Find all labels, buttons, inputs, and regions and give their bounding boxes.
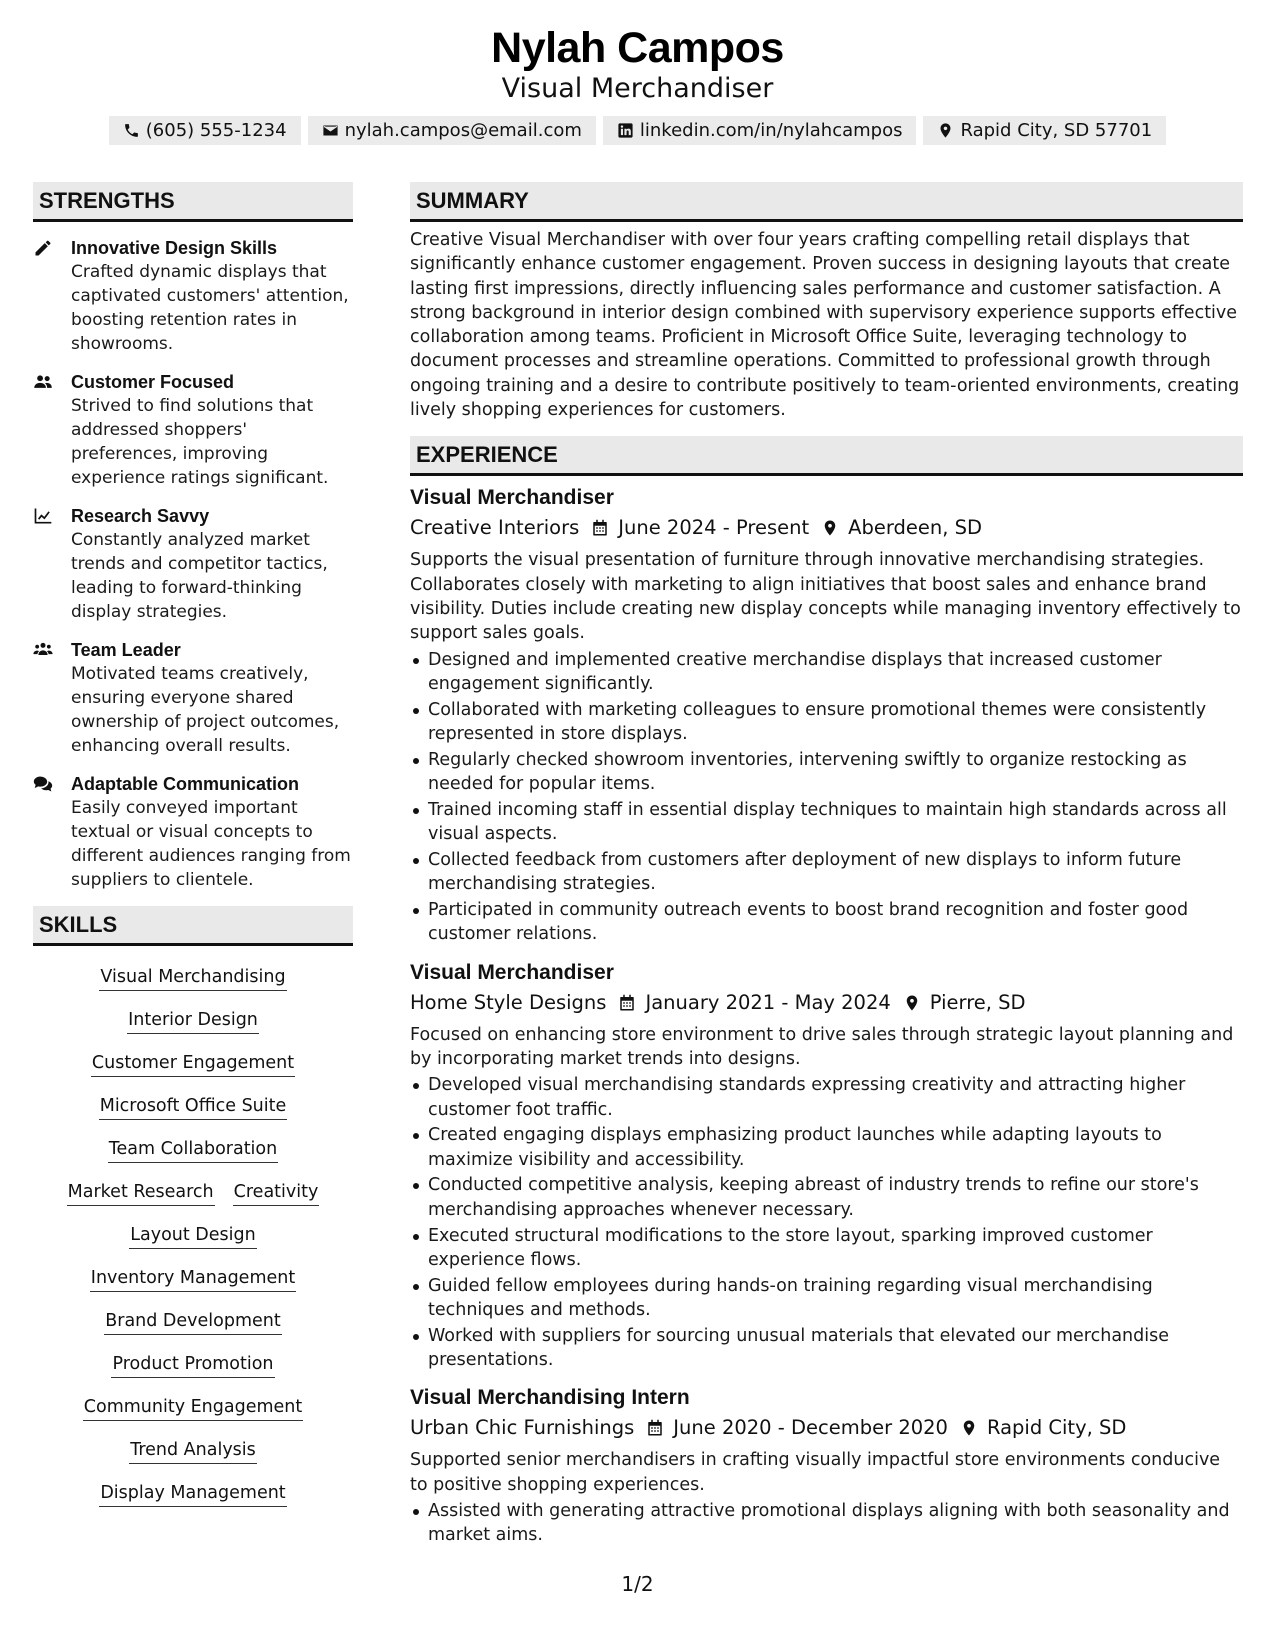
list-item: Worked with suppliers for sourcing unusual materials that elevated our merchandise presentations. (410, 1324, 1243, 1373)
job-location: Pierre, SD (929, 990, 1026, 1014)
strength-item (33, 370, 353, 490)
list-item: Guided fellow employees during hands-on training regarding visual merchandising techniques and methods. (410, 1274, 1243, 1323)
strength-item (33, 638, 353, 758)
contact-location (923, 116, 1166, 145)
job-company: Urban Chic Furnishings (410, 1416, 635, 1440)
strength-desc: Motivated teams creatively, ensuring everyone shared ownership of project outcomes, enhancing overall results. (71, 664, 340, 756)
summary-text: Creative Visual Merchandiser with over four years crafting compelling retail displays that significantly enhance customer engagement. Proven success in designing layouts that create lasting first impressions, directly influencing sales performance and customer satisfaction. A strong background in interior design combined with supervisory experience supports effective collaboration among teams. Proficient in Microsoft Office Suite, leveraging technology to document processes and streamline operations. Committed to professional growth through ongoing training and a desire to contribute positively to team-oriented environments, creating lively shopping experiences for customers. (410, 230, 1240, 421)
job-entry (410, 959, 1243, 1373)
strength-title: Innovative Design Skills (71, 238, 278, 258)
contact-phone (109, 116, 301, 145)
chart-line-icon (33, 506, 53, 526)
email-text: nylah.campos@email.com (344, 120, 582, 141)
resume-header (0, 0, 1275, 145)
skill-tag: Visual Merchandising (99, 964, 286, 991)
calendar-icon (591, 519, 609, 537)
map-marker-icon (960, 1419, 978, 1437)
candidate-title: Visual Merchandiser (501, 73, 774, 104)
strength-title: Adaptable Communication (71, 774, 300, 794)
contact-email (308, 116, 596, 145)
strength-desc: Easily conveyed important textual or visual concepts to different audiences ranging from suppliers to clientele. (71, 798, 351, 890)
map-marker-icon (821, 519, 839, 537)
experience-heading: EXPERIENCE (410, 436, 1243, 476)
job-meta (410, 1413, 1243, 1443)
job-dates: June 2024 - Present (618, 516, 810, 540)
skill-tag: Brand Development (104, 1308, 282, 1335)
strength-desc: Strived to find solutions that addressed shoppers' preferences, improving experience ratings significant. (71, 396, 329, 488)
job-description: Focused on enhancing store environment to drive sales through strategic layout planning and by incorporating market trends into designs. (410, 1024, 1234, 1069)
list-item: Regularly checked showroom inventories, intervening swiftly to organize restocking as needed for popular items. (410, 748, 1243, 797)
skill-tag: Microsoft Office Suite (99, 1093, 288, 1120)
users-icon (33, 372, 53, 392)
team-icon (33, 640, 53, 660)
list-item: Trained incoming staff in essential display techniques to maintain high standards across all visual aspects. (410, 798, 1243, 847)
job-bullets (410, 1499, 1243, 1548)
skills-list (33, 946, 353, 1515)
calendar-icon (618, 994, 636, 1012)
strength-item (33, 772, 353, 892)
job-dates: June 2020 - December 2020 (673, 1416, 948, 1440)
summary-heading: SUMMARY (410, 182, 1243, 222)
skill-tag: Creativity (233, 1179, 320, 1206)
job-entry (410, 484, 1243, 946)
skill-tag: Layout Design (129, 1222, 256, 1249)
job-dates: January 2021 - May 2024 (645, 990, 891, 1014)
pencil-icon (33, 238, 53, 258)
linkedin-icon (617, 122, 634, 139)
envelope-icon (322, 122, 339, 139)
list-item: Executed structural modifications to the store layout, sparking improved customer experience flows. (410, 1224, 1243, 1273)
job-company: Home Style Designs (410, 990, 607, 1014)
strength-title: Customer Focused (71, 372, 235, 392)
phone-text: (605) 555-1234 (145, 120, 287, 141)
skills-heading: SKILLS (33, 906, 353, 946)
location-text: Rapid City, SD 57701 (960, 120, 1153, 141)
job-meta (410, 988, 1243, 1018)
strength-title: Research Savvy (71, 506, 210, 526)
left-column (33, 182, 353, 1515)
strength-desc: Crafted dynamic displays that captivated customers' attention, boosting retention rates in showrooms. (71, 262, 349, 354)
linkedin-text: linkedin.com/in/nylahcampos (639, 120, 903, 141)
strength-desc: Constantly analyzed market trends and competitor tactics, leading to forward-thinking display strategies. (71, 530, 328, 622)
page-number: 1/2 (621, 1572, 654, 1596)
skill-tag: Market Research (67, 1179, 215, 1206)
job-location: Aberdeen, SD (848, 516, 983, 540)
list-item: Developed visual merchandising standards expressing creativity and attracting higher customer foot traffic. (410, 1073, 1243, 1122)
job-title: Visual Merchandiser (410, 486, 614, 510)
list-item: Designed and implemented creative merchandise displays that increased customer engagement significantly. (410, 648, 1243, 697)
list-item: Assisted with generating attractive promotional displays aligning with both seasonality and market aims. (410, 1499, 1243, 1548)
skill-tag: Team Collaboration (108, 1136, 278, 1163)
skill-tag: Customer Engagement (91, 1050, 295, 1077)
job-entry (410, 1384, 1243, 1547)
list-item: Collected feedback from customers after deployment of new displays to inform future merchandising strategies. (410, 848, 1243, 897)
skill-tag: Inventory Management (90, 1265, 296, 1292)
list-item: Conducted competitive analysis, keeping abreast of industry trends to refine our store's merchandising approaches whenever necessary. (410, 1173, 1243, 1222)
skill-tag: Display Management (99, 1480, 286, 1507)
calendar-icon (646, 1419, 664, 1437)
candidate-name: Nylah Campos (491, 24, 784, 72)
list-item: Created engaging displays emphasizing product launches while adapting layouts to maximize visibility and accessibility. (410, 1123, 1243, 1172)
job-description: Supported senior merchandisers in crafting visually impactful store environments conducive to positive shopping experiences. (410, 1450, 1221, 1495)
strengths-list (33, 236, 353, 906)
skill-tag: Product Promotion (111, 1351, 274, 1378)
job-title: Visual Merchandiser (410, 960, 614, 984)
comments-icon (33, 774, 53, 794)
phone-icon (123, 122, 140, 139)
right-column (410, 182, 1243, 1547)
job-bullets (410, 1073, 1243, 1372)
strengths-heading: STRENGTHS (33, 182, 353, 222)
skill-tag: Interior Design (127, 1007, 259, 1034)
skill-tag: Community Engagement (83, 1394, 303, 1421)
job-description: Supports the visual presentation of furniture through innovative merchandising strategies. Collaborates closely with marketing to align initiatives that boost sales and enhance brand visibility. Duties include creating new display concepts while managing inventory effectively to support sales goals. (410, 550, 1241, 644)
skill-tag: Trend Analysis (129, 1437, 257, 1464)
strength-item (33, 504, 353, 624)
job-title: Visual Merchandising Intern (410, 1386, 690, 1410)
contact-linkedin (603, 116, 917, 145)
job-location: Rapid City, SD (986, 1416, 1127, 1440)
contact-bar (0, 116, 1275, 145)
job-meta (410, 513, 1243, 543)
list-item: Participated in community outreach events to boost brand recognition and foster good customer relations. (410, 898, 1243, 947)
map-marker-icon (903, 994, 921, 1012)
job-company: Creative Interiors (410, 516, 580, 540)
strength-title: Team Leader (71, 640, 181, 660)
map-marker-icon (937, 122, 954, 139)
list-item: Collaborated with marketing colleagues to ensure promotional themes were consistently represented in store displays. (410, 698, 1243, 747)
strength-item (33, 236, 353, 356)
job-bullets (410, 648, 1243, 947)
